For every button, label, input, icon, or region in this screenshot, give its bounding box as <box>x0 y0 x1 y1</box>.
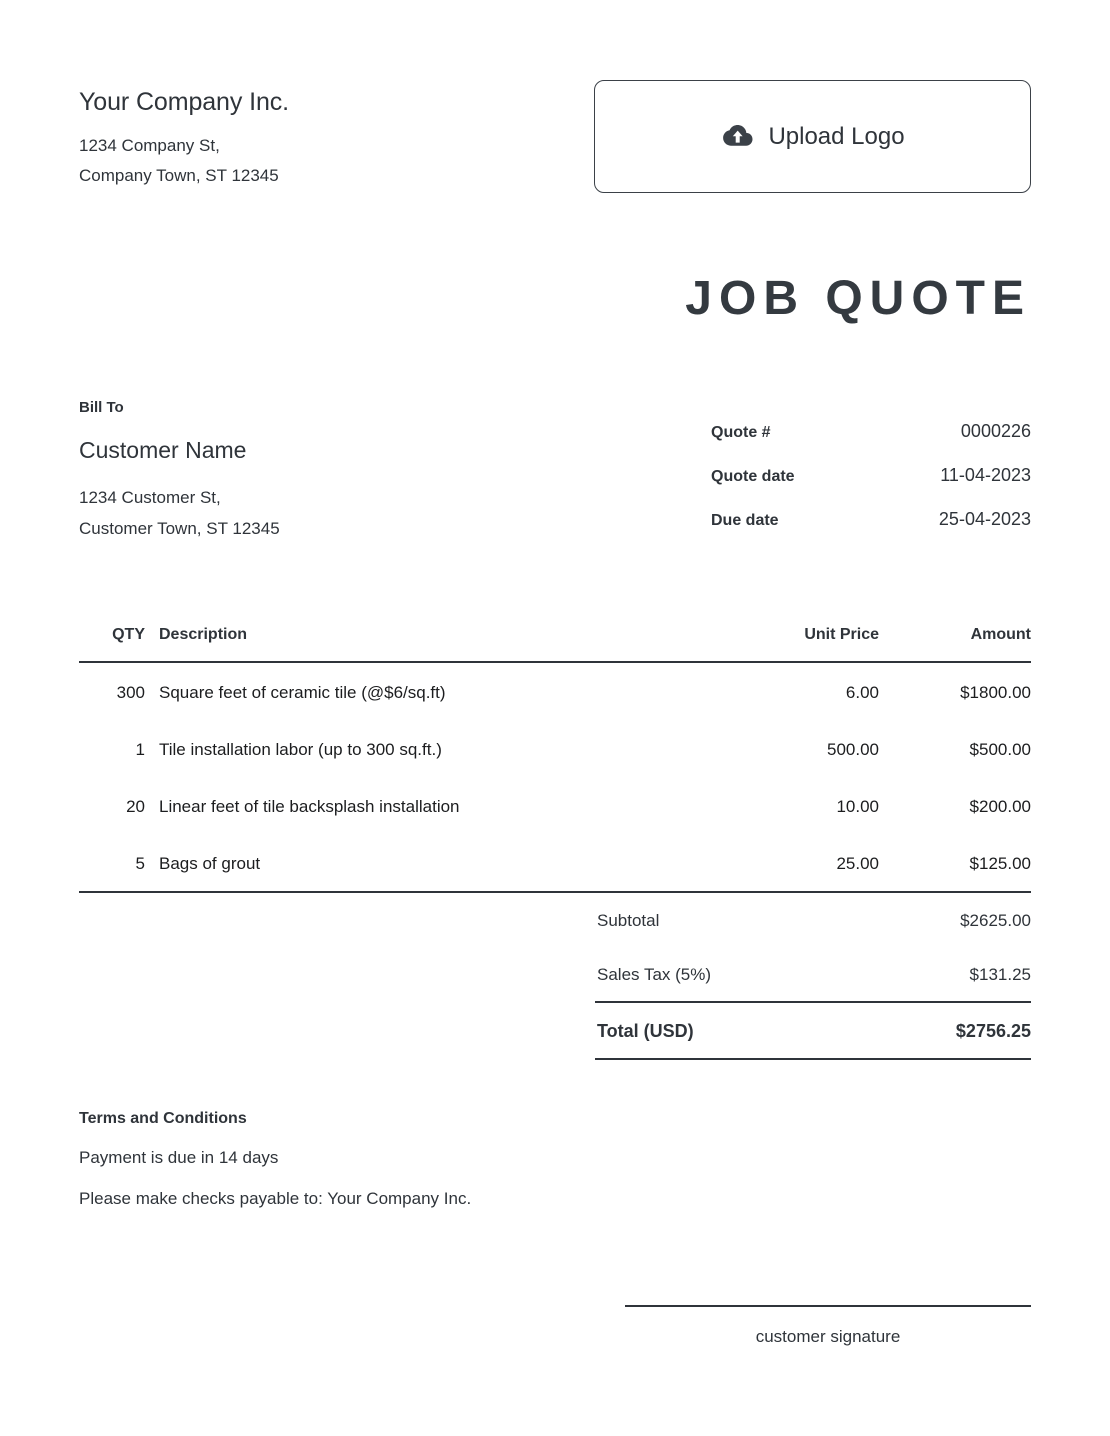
meta-label-quote-number: Quote # <box>711 424 771 441</box>
grand-total-label: Total (USD) <box>595 1002 813 1059</box>
cell-amount: $200.00 <box>969 797 1031 817</box>
customer-name: Customer Name <box>79 437 247 463</box>
column-header-qty: QTY <box>79 626 145 662</box>
terms-line-payment: Payment is due in 14 days <box>79 1148 279 1168</box>
meta-value-quote-date: 11-04-2023 <box>940 465 1031 485</box>
customer-address-line1: 1234 Customer St, <box>79 488 221 507</box>
cell-qty: 20 <box>126 797 145 817</box>
bill-to-block <box>79 399 280 544</box>
cloud-upload-icon <box>720 120 754 154</box>
sales-tax-value: $131.25 <box>969 965 1031 985</box>
table-row <box>79 834 1031 892</box>
document-header <box>79 0 1031 193</box>
grand-total-value: $2756.25 <box>813 1002 1031 1059</box>
column-header-unit-price: Unit Price <box>739 626 879 662</box>
signature-line[interactable] <box>625 1305 1031 1307</box>
company-info <box>79 80 289 192</box>
cell-amount: $125.00 <box>879 834 1031 892</box>
meta-value-quote-number: 0000226 <box>960 421 1031 441</box>
customer-address-line2: Customer Town, ST 12345 <box>79 518 280 538</box>
meta-value-due-date: 25-04-2023 <box>938 509 1031 529</box>
table-row <box>79 777 1031 834</box>
upload-logo-button[interactable] <box>594 80 1031 193</box>
quote-meta-block <box>711 399 1031 530</box>
upload-logo-label: Upload Logo <box>768 122 905 150</box>
line-items-table <box>79 626 1031 893</box>
customer-address <box>79 483 280 544</box>
table-row <box>79 662 1031 720</box>
cell-amount: $500.00 <box>969 740 1031 760</box>
totals-table <box>595 893 1031 1060</box>
totals-row-grand-total <box>595 1002 1031 1059</box>
bill-to-heading: Bill To <box>79 399 124 416</box>
signature-block <box>625 1305 1031 1347</box>
cell-description: Linear feet of tile backsplash installation <box>159 797 460 817</box>
meta-row-quote-date <box>711 465 1031 486</box>
cell-description: Square feet of ceramic tile (@$6/sq.ft) <box>159 683 446 703</box>
terms-and-conditions <box>79 1110 1031 1209</box>
subtotal-label: Subtotal <box>597 911 660 931</box>
totals-row-tax <box>595 947 1031 1002</box>
sales-tax-label: Sales Tax (5%) <box>597 965 712 985</box>
subtotal-value: $2625.00 <box>960 911 1031 931</box>
parties-section <box>79 399 1031 544</box>
page-title: JOB QUOTE <box>685 272 1031 325</box>
cell-qty: 5 <box>79 834 145 892</box>
cell-unit-price: 25.00 <box>739 834 879 892</box>
column-header-amount: Amount <box>879 626 1031 662</box>
cell-amount: $1800.00 <box>960 683 1031 703</box>
table-header-row <box>79 626 1031 662</box>
meta-label-quote-date: Quote date <box>711 468 795 485</box>
column-header-description: Description <box>145 626 739 662</box>
cell-unit-price: 6.00 <box>845 683 879 703</box>
terms-heading: Terms and Conditions <box>79 1110 247 1128</box>
meta-label-due-date: Due date <box>711 512 779 529</box>
cell-description: Bags of grout <box>145 834 739 892</box>
company-address-line1: 1234 Company St, <box>79 136 220 155</box>
meta-row-quote-number <box>711 421 1031 442</box>
meta-row-due-date <box>711 509 1031 530</box>
cell-description: Tile installation labor (up to 300 sq.ft.) <box>159 740 442 760</box>
totals-row-subtotal <box>595 893 1031 947</box>
cell-unit-price: 500.00 <box>827 740 879 760</box>
cell-qty: 300 <box>116 683 145 703</box>
cell-qty: 1 <box>135 740 145 760</box>
signature-caption: customer signature <box>755 1327 901 1346</box>
totals-section <box>79 893 1031 1060</box>
table-row <box>79 720 1031 777</box>
company-address <box>79 131 289 192</box>
cell-unit-price: 10.00 <box>836 797 879 817</box>
company-name: Your Company Inc. <box>79 88 289 116</box>
company-address-line2: Company Town, ST 12345 <box>79 166 279 186</box>
terms-line-checks: Please make checks payable to: Your Company Inc. <box>79 1189 472 1209</box>
